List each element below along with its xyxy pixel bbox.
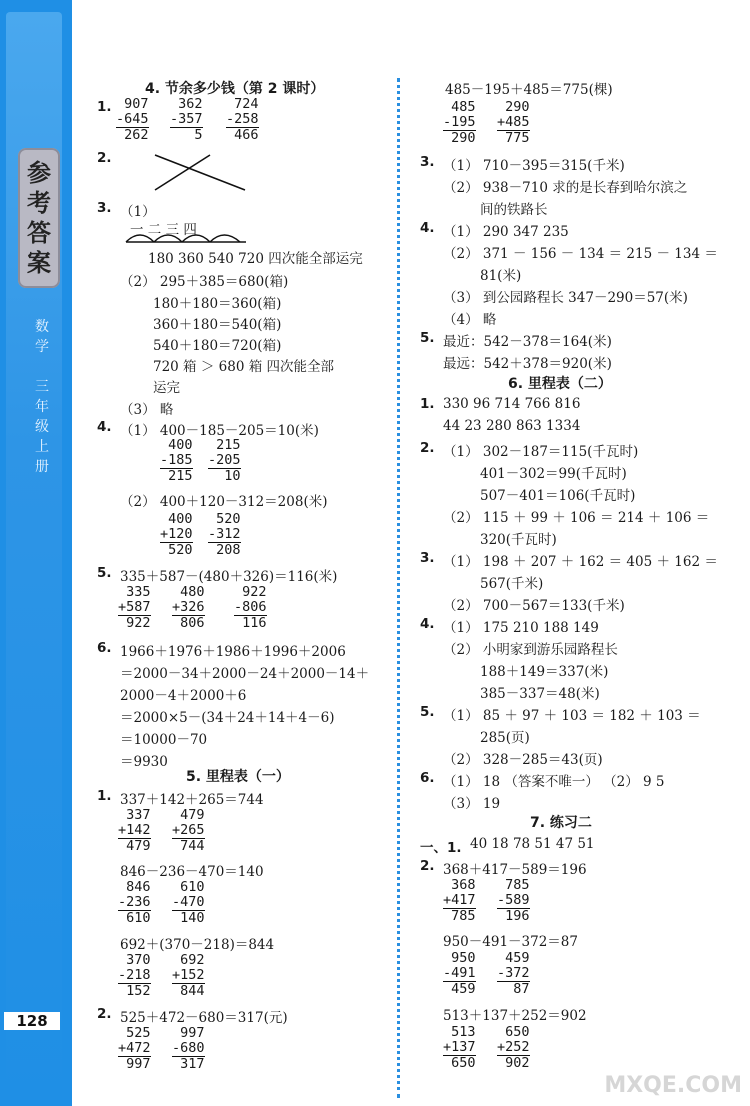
subject-char: 上 bbox=[35, 439, 49, 455]
calc-row: +120 bbox=[160, 526, 193, 542]
vertical-calculation bbox=[208, 512, 241, 558]
calc-row: 317 bbox=[172, 1056, 205, 1072]
calc-row: 479 bbox=[118, 838, 151, 854]
answer-line: 330 96 714 766 816 bbox=[443, 396, 581, 412]
answer-line: 335＋587－(480＋326)＝116(米) bbox=[120, 569, 338, 585]
calc-row: 650 bbox=[443, 1055, 476, 1071]
calc-row: +485 bbox=[497, 114, 530, 130]
vertical-calculation bbox=[172, 1026, 205, 1072]
calc-row: 400 bbox=[160, 437, 193, 453]
calc-row: 290 bbox=[443, 130, 476, 146]
question-number: 2. bbox=[420, 440, 435, 456]
question-number: 3. bbox=[420, 154, 435, 170]
subject-char: 数 bbox=[35, 319, 49, 335]
answer-line: 360＋180＝540(箱) bbox=[153, 317, 282, 333]
calc-row: 485 bbox=[443, 99, 476, 115]
answer-line: 720 箱 ＞ 680 箱 四次能全部 bbox=[153, 359, 334, 375]
answer-line: （2） 295＋385＝680(箱) bbox=[120, 274, 289, 290]
vertical-calculation bbox=[172, 953, 205, 999]
subject-char bbox=[30, 358, 54, 376]
calc-row: 140 bbox=[172, 910, 205, 926]
answer-line: （3） 19 bbox=[443, 796, 501, 812]
vertical-calculation bbox=[497, 951, 530, 997]
answer-line: 运完 bbox=[153, 380, 180, 396]
calc-row: -680 bbox=[172, 1040, 205, 1056]
calc-row: 208 bbox=[208, 542, 241, 558]
answer-line: 692＋(370－218)＝844 bbox=[120, 937, 275, 953]
calc-row: -258 bbox=[226, 111, 259, 127]
question-number: 6. bbox=[420, 770, 435, 786]
answer-line: 180＋180＝360(箱) bbox=[153, 296, 282, 312]
calc-row: 5 bbox=[170, 127, 203, 143]
question-number: 2. bbox=[420, 858, 435, 874]
calc-row: 466 bbox=[226, 127, 259, 143]
vertical-calculation bbox=[118, 880, 151, 926]
vertical-calculation bbox=[497, 1025, 530, 1071]
answer-line: （1） 198 ＋ 207 ＋ 162 ＝ 405 ＋ 162 ＝ bbox=[443, 554, 718, 570]
answer-line: 180 360 540 720 四次能全部运完 bbox=[148, 251, 363, 267]
calc-row: 922 bbox=[234, 584, 267, 600]
vertical-calculation bbox=[443, 951, 476, 997]
answer-line: 2000－4＋2000＋6 bbox=[120, 688, 247, 704]
question-number: 1. bbox=[420, 396, 435, 412]
badge-char: 参 bbox=[27, 158, 51, 187]
vertical-calculation bbox=[116, 97, 149, 143]
calc-row: 513 bbox=[443, 1024, 476, 1040]
calc-row: +152 bbox=[172, 967, 205, 983]
calc-row: 215 bbox=[208, 437, 241, 453]
calc-row: +417 bbox=[443, 892, 476, 908]
calc-row: 785 bbox=[497, 877, 530, 893]
calc-row: 479 bbox=[172, 807, 205, 823]
watermark: MXQE.COM bbox=[604, 1073, 742, 1098]
vertical-calculation bbox=[497, 878, 530, 924]
calc-row: 368 bbox=[443, 877, 476, 893]
calc-row: +142 bbox=[118, 822, 151, 838]
answer-line: 385－337＝48(米) bbox=[480, 686, 600, 702]
calc-row: 459 bbox=[497, 950, 530, 966]
vertical-calculation bbox=[172, 585, 205, 631]
answer-badge bbox=[18, 148, 60, 288]
answer-line: （1） 710－395＝315(千米) bbox=[443, 158, 625, 174]
calc-row: 362 bbox=[170, 96, 203, 112]
calc-row: 459 bbox=[443, 981, 476, 997]
calc-row: +265 bbox=[172, 822, 205, 838]
subject-char: 三 bbox=[35, 379, 49, 395]
sidebar bbox=[0, 0, 72, 1106]
vertical-calculation bbox=[160, 438, 193, 484]
answer-line: 950－491－372＝87 bbox=[443, 934, 578, 950]
answer-line: 40 18 78 51 47 51 bbox=[470, 836, 595, 852]
vertical-calculation bbox=[208, 438, 241, 484]
vertical-calculation bbox=[118, 585, 151, 631]
answer-line: 567(千米) bbox=[480, 576, 544, 592]
calc-row: -806 bbox=[234, 599, 267, 615]
calc-row: +472 bbox=[118, 1040, 151, 1056]
answer-line: （4） 略 bbox=[443, 312, 497, 328]
question-number: 一、1. bbox=[420, 840, 462, 856]
calc-row: 520 bbox=[208, 511, 241, 527]
calc-row: 846 bbox=[118, 879, 151, 895]
question-number: 3. bbox=[97, 200, 112, 216]
calc-row: 400 bbox=[160, 511, 193, 527]
section-heading: 7. 练习二 bbox=[530, 815, 592, 831]
answer-line: 一 二 三 四 bbox=[130, 222, 197, 238]
answer-line: （1） 85 ＋ 97 ＋ 103 ＝ 182 ＋ 103 ＝ bbox=[443, 708, 701, 724]
calc-row: 87 bbox=[497, 981, 530, 997]
answer-line: （3） 略 bbox=[120, 402, 174, 418]
question-number: 3. bbox=[420, 550, 435, 566]
answer-line: 513＋137＋252＝902 bbox=[443, 1008, 587, 1024]
answer-line: 540＋180＝720(箱) bbox=[153, 338, 282, 354]
vertical-calculation bbox=[172, 808, 205, 854]
answer-line: ＝9930 bbox=[120, 754, 168, 770]
vertical-calculation bbox=[160, 512, 193, 558]
calc-row: 525 bbox=[118, 1025, 151, 1041]
answer-line: （1） 175 210 188 149 bbox=[443, 620, 599, 636]
subject-char: 册 bbox=[35, 459, 49, 475]
calc-row: 744 bbox=[172, 838, 205, 854]
calc-row: 290 bbox=[497, 99, 530, 115]
calc-row: -218 bbox=[118, 967, 151, 983]
subject-char: 年 bbox=[35, 399, 49, 415]
section-heading: 5. 里程表（一） bbox=[186, 769, 290, 785]
answer-line: ＝10000－70 bbox=[120, 732, 208, 748]
calc-row: 724 bbox=[226, 96, 259, 112]
question-number: 2. bbox=[97, 150, 112, 166]
calc-row: -236 bbox=[118, 894, 151, 910]
vertical-calculation bbox=[234, 585, 267, 631]
calc-row: 196 bbox=[497, 908, 530, 924]
calc-row: 610 bbox=[172, 879, 205, 895]
question-number: 5. bbox=[420, 330, 435, 346]
calc-row: 152 bbox=[118, 983, 151, 999]
calc-row: 610 bbox=[118, 910, 151, 926]
calc-row: 335 bbox=[118, 584, 151, 600]
vertical-calculation bbox=[443, 100, 476, 146]
subject-char: 学 bbox=[35, 339, 49, 355]
calc-row: 262 bbox=[116, 127, 149, 143]
calc-row: 215 bbox=[160, 468, 193, 484]
calc-row: 116 bbox=[234, 615, 267, 631]
answer-line: （2） 371 － 156 － 134 ＝ 215 － 134 ＝ bbox=[443, 246, 718, 262]
answer-line: （2） 400＋120－312＝208(米) bbox=[120, 494, 328, 510]
answer-line: （1） 302－187＝115(千瓦时) bbox=[443, 444, 639, 460]
calc-row: -645 bbox=[116, 111, 149, 127]
question-number: 1. bbox=[97, 788, 112, 804]
vertical-calculation bbox=[226, 97, 259, 143]
answer-line: 285(页) bbox=[480, 730, 530, 746]
page-number: 128 bbox=[4, 1012, 60, 1030]
answer-line: 81(米) bbox=[480, 268, 522, 284]
answer-line: 368＋417－589＝196 bbox=[443, 862, 587, 878]
answer-line: 最近：542－378＝164(米) bbox=[443, 334, 612, 350]
answer-line: （2） 328－285＝43(页) bbox=[443, 752, 603, 768]
calc-row: 997 bbox=[172, 1025, 205, 1041]
calc-row: -491 bbox=[443, 965, 476, 981]
answer-line: ＝2000－34＋2000－24＋2000－14＋ bbox=[120, 666, 370, 682]
calc-row: 692 bbox=[172, 952, 205, 968]
question-number: 5. bbox=[97, 565, 112, 581]
answer-line: 337＋142＋265＝744 bbox=[120, 792, 264, 808]
answer-line: ＝2000×5－(34＋24＋14＋4－6) bbox=[120, 710, 335, 726]
calc-row: 10 bbox=[208, 468, 241, 484]
calc-row: 775 bbox=[497, 130, 530, 146]
calc-row: 902 bbox=[497, 1055, 530, 1071]
subject-char: 级 bbox=[35, 419, 49, 435]
calc-row: +326 bbox=[172, 599, 205, 615]
calc-row: -470 bbox=[172, 894, 205, 910]
vertical-calculation bbox=[118, 953, 151, 999]
question-number: 2. bbox=[97, 1006, 112, 1022]
column-divider bbox=[397, 78, 400, 1098]
calc-row: -589 bbox=[497, 892, 530, 908]
question-number: 5. bbox=[420, 704, 435, 720]
calc-row: 370 bbox=[118, 952, 151, 968]
vertical-calculation bbox=[172, 880, 205, 926]
answer-line: 401－302＝99(千瓦时) bbox=[480, 466, 627, 482]
answer-line: （2） 小明家到游乐园路程长 bbox=[443, 642, 618, 658]
question-number: 4. bbox=[97, 419, 112, 435]
calc-row: 844 bbox=[172, 983, 205, 999]
question-number: 1. bbox=[97, 99, 112, 115]
answer-line: （3） 到公园路程长 347－290＝57(米) bbox=[443, 290, 688, 306]
calc-row: 950 bbox=[443, 950, 476, 966]
answer-line: （2） 115 ＋ 99 ＋ 106 ＝ 214 ＋ 106 ＝ bbox=[443, 510, 710, 526]
section-heading: 4. 节余多少钱（第 2 课时） bbox=[145, 81, 325, 97]
calc-row: -205 bbox=[208, 452, 241, 468]
answer-line: （2） 700－567＝133(千米) bbox=[443, 598, 625, 614]
answer-line: 间的铁路长 bbox=[480, 202, 548, 218]
calc-row: +137 bbox=[443, 1039, 476, 1055]
matching-lines bbox=[150, 150, 250, 195]
answer-line: 1966＋1976＋1986＋1996＋2006 bbox=[120, 644, 346, 660]
subject-label bbox=[30, 318, 54, 478]
calc-row: 997 bbox=[118, 1056, 151, 1072]
vertical-calculation bbox=[170, 97, 203, 143]
calc-row: +252 bbox=[497, 1039, 530, 1055]
calc-row: -357 bbox=[170, 111, 203, 127]
calc-row: 650 bbox=[497, 1024, 530, 1040]
calc-row: 922 bbox=[118, 615, 151, 631]
calc-row: -372 bbox=[497, 965, 530, 981]
answer-line: （1） 290 347 235 bbox=[443, 224, 569, 240]
section-heading: 6. 里程表（二） bbox=[508, 376, 612, 392]
answer-line: 485－195＋485＝775(棵) bbox=[445, 82, 613, 98]
calc-row: 480 bbox=[172, 584, 205, 600]
calc-row: 907 bbox=[116, 96, 149, 112]
answer-line: （2） 938－710 求的是长春到哈尔滨之 bbox=[443, 180, 688, 196]
vertical-calculation bbox=[443, 1025, 476, 1071]
calc-row: -185 bbox=[160, 452, 193, 468]
calc-row: +587 bbox=[118, 599, 151, 615]
question-number: 4. bbox=[420, 616, 435, 632]
vertical-calculation bbox=[497, 100, 530, 146]
calc-row: -312 bbox=[208, 526, 241, 542]
vertical-calculation bbox=[118, 808, 151, 854]
calc-row: -195 bbox=[443, 114, 476, 130]
calc-row: 806 bbox=[172, 615, 205, 631]
answer-line: 846－236－470＝140 bbox=[120, 864, 264, 880]
calc-row: 337 bbox=[118, 807, 151, 823]
calc-row: 785 bbox=[443, 908, 476, 924]
badge-char: 考 bbox=[27, 188, 51, 217]
answer-line: （1） bbox=[120, 204, 156, 220]
vertical-calculation bbox=[118, 1026, 151, 1072]
answer-line: 最远：542＋378＝920(米) bbox=[443, 356, 612, 372]
answer-line: 507－401＝106(千瓦时) bbox=[480, 488, 636, 504]
answer-line: 188＋149＝337(米) bbox=[480, 664, 609, 680]
answer-line: 44 23 280 863 1334 bbox=[443, 418, 581, 434]
calc-row: 520 bbox=[160, 542, 193, 558]
answer-line: （1） 400－185－205＝10(米) bbox=[120, 423, 319, 439]
question-number: 4. bbox=[420, 220, 435, 236]
question-number: 6. bbox=[97, 640, 112, 656]
badge-char: 案 bbox=[27, 248, 51, 277]
answer-line: 320(千瓦时) bbox=[480, 532, 557, 548]
answer-line: 525＋472－680＝317(元) bbox=[120, 1010, 288, 1026]
vertical-calculation bbox=[443, 878, 476, 924]
badge-char: 答 bbox=[27, 218, 51, 247]
answer-line: （1） 18 （答案不唯一） （2） 9 5 bbox=[443, 774, 665, 790]
